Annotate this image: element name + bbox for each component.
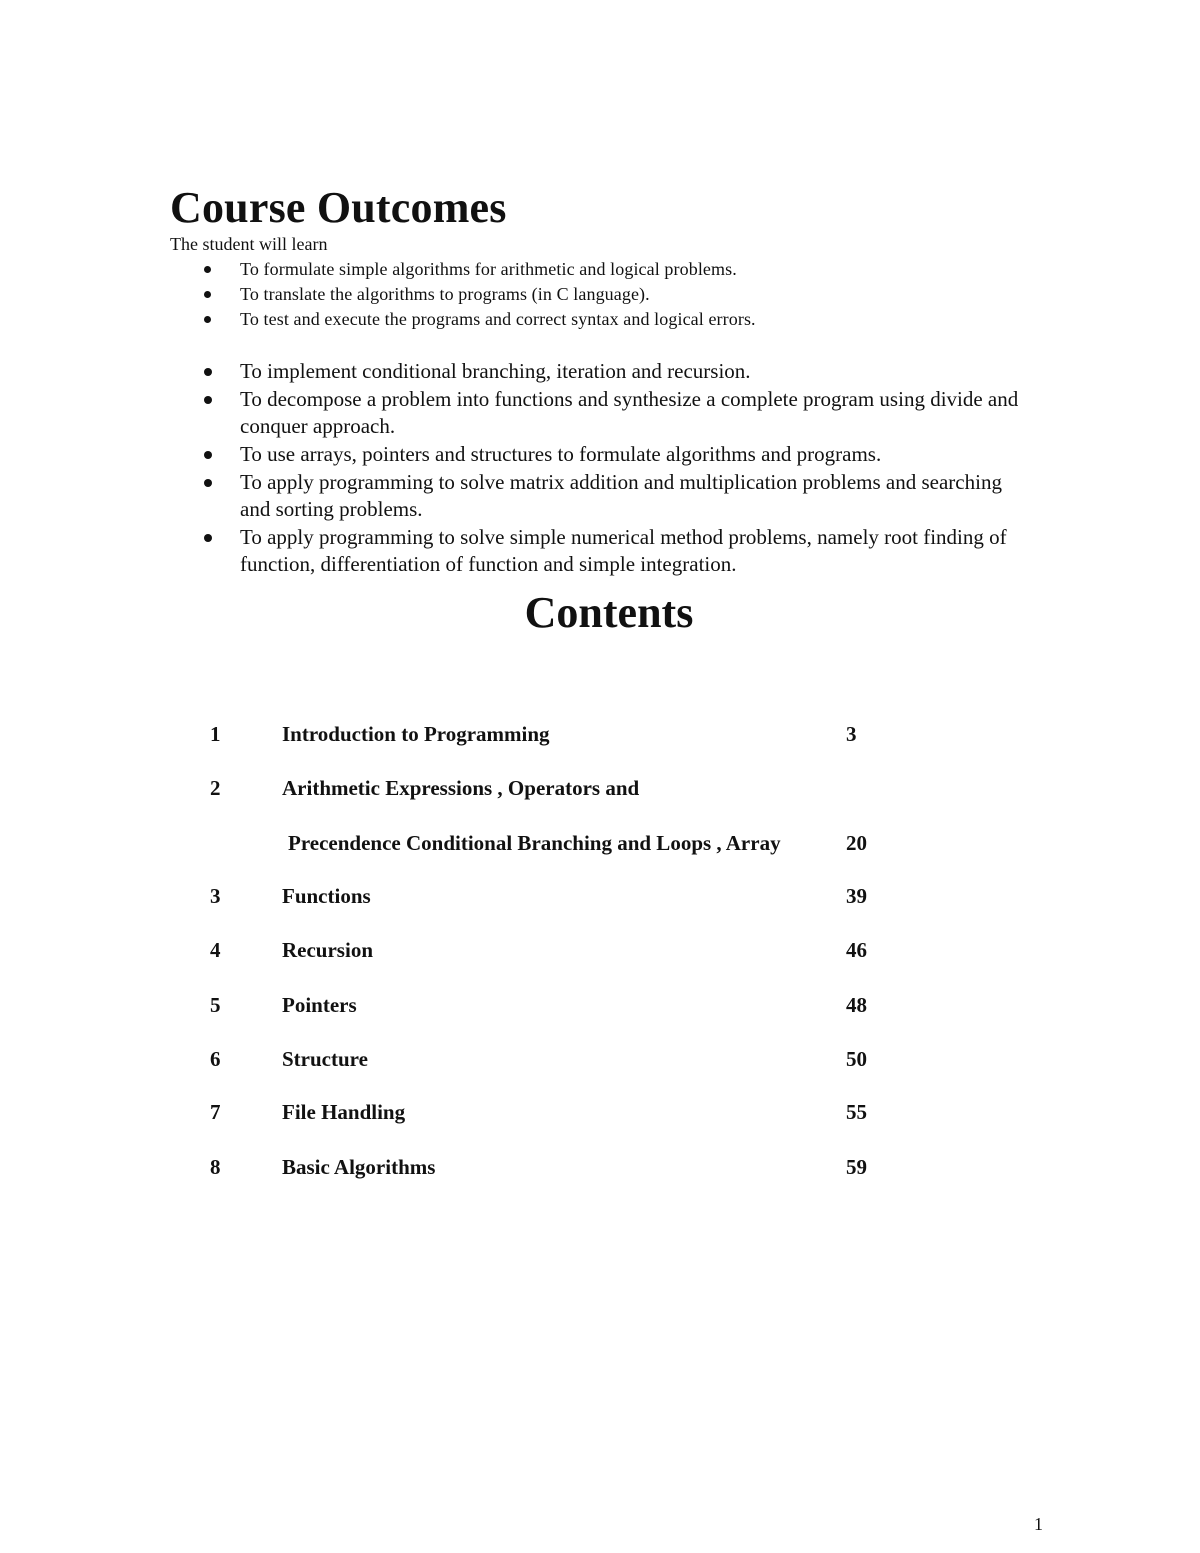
toc-title: Basic Algorithms bbox=[282, 1155, 436, 1179]
toc-page: 55 bbox=[846, 1100, 867, 1124]
toc-page: 20 bbox=[846, 831, 867, 855]
toc-number: 6 bbox=[210, 1047, 221, 1071]
toc-number: 8 bbox=[210, 1155, 221, 1179]
page-number: 1 bbox=[1034, 1514, 1043, 1534]
list-item-text: To apply programming to solve matrix addition and multiplication problems and searching and sorting problems. bbox=[240, 470, 1002, 521]
toc-title: File Handling bbox=[282, 1100, 406, 1124]
toc-title: Structure bbox=[282, 1047, 368, 1071]
list-item-text: To translate the algorithms to programs (in C language). bbox=[240, 284, 650, 304]
list-item-text: To implement conditional branching, iteration and recursion. bbox=[240, 359, 751, 383]
toc-page: 3 bbox=[846, 722, 857, 746]
toc-title: Introduction to Programming bbox=[282, 722, 550, 746]
toc-page: 50 bbox=[846, 1047, 867, 1071]
toc-title: Functions bbox=[282, 884, 371, 908]
toc-number: 3 bbox=[210, 884, 221, 908]
toc-title: Pointers bbox=[282, 993, 357, 1017]
toc-page: 46 bbox=[846, 938, 867, 962]
toc-page: 39 bbox=[846, 884, 867, 908]
list-item-text: To decompose a problem into functions and synthesize a complete program using divide and conquer approach. bbox=[240, 387, 1019, 438]
list-item-text: To use arrays, pointers and structures to formulate algorithms and programs. bbox=[240, 442, 882, 466]
list-item-text: To formulate simple algorithms for arithmetic and logical problems. bbox=[240, 259, 737, 279]
toc-number: 7 bbox=[210, 1100, 221, 1124]
toc-number: 1 bbox=[210, 722, 221, 746]
toc-page: 48 bbox=[846, 993, 867, 1017]
toc-title: Arithmetic Expressions , Operators and bbox=[282, 776, 640, 800]
toc-title: Recursion bbox=[282, 938, 373, 962]
contents-heading: Contents bbox=[524, 588, 694, 637]
course-outcomes-heading: Course Outcomes bbox=[170, 183, 507, 232]
toc-title: Precendence Conditional Branching and Loops , Array bbox=[288, 831, 781, 855]
list-item-text: To apply programming to solve simple numerical method problems, namely root finding of function, differentiation of function and simple integration. bbox=[240, 525, 1007, 576]
list-item-text: To test and execute the programs and correct syntax and logical errors. bbox=[240, 309, 756, 329]
toc-number: 2 bbox=[210, 776, 221, 800]
toc-number: 4 bbox=[210, 938, 221, 962]
course-outcomes-intro: The student will learn bbox=[170, 234, 328, 254]
toc-page: 59 bbox=[846, 1155, 867, 1179]
toc-number: 5 bbox=[210, 993, 221, 1017]
